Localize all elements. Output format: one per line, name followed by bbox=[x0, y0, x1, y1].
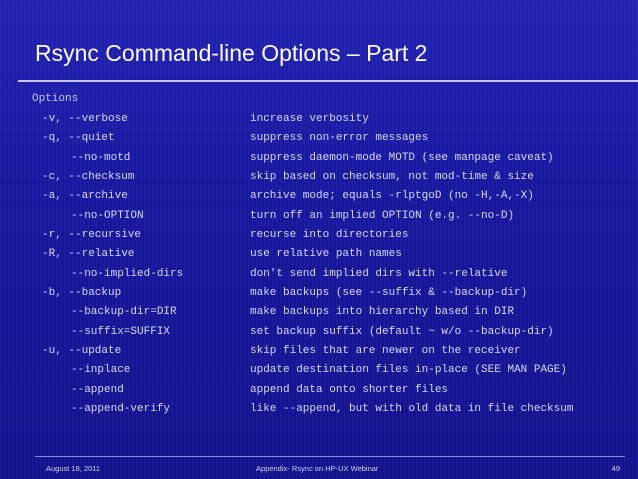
option-flag: -a, --archive bbox=[42, 190, 128, 203]
option-description: recurse into directories bbox=[250, 229, 409, 242]
option-flag: --no-implied-dirs bbox=[71, 267, 184, 280]
option-description: turn off an implied OPTION (e.g. --no-D) bbox=[250, 209, 515, 222]
option-row bbox=[0, 325, 638, 344]
option-description: make backups (see --suffix & --backup-dir) bbox=[250, 287, 528, 300]
option-description: use relative path names bbox=[250, 248, 402, 261]
option-description: append data onto shorter files bbox=[250, 383, 449, 396]
options-label: Options bbox=[32, 93, 79, 105]
option-flag: -c, --checksum bbox=[42, 171, 135, 184]
option-flag: -R, --relative bbox=[42, 248, 135, 261]
option-flag: -b, --backup bbox=[42, 287, 122, 300]
page-number: 49 bbox=[611, 464, 620, 473]
option-row bbox=[0, 189, 638, 208]
option-flag: --append bbox=[71, 383, 124, 396]
option-row bbox=[0, 267, 638, 286]
option-description: suppress non-error messages bbox=[250, 132, 429, 145]
option-flag: -u, --update bbox=[42, 345, 122, 358]
option-row bbox=[0, 402, 638, 421]
option-flag: --append-verify bbox=[71, 403, 171, 416]
option-flag: --suffix=SUFFIX bbox=[71, 325, 171, 338]
option-description: set backup suffix (default ~ w/o --backup-dir) bbox=[250, 325, 554, 338]
option-flag: --backup-dir=DIR bbox=[71, 306, 177, 319]
option-flag: -r, --recursive bbox=[42, 229, 142, 242]
option-description: suppress daemon-mode MOTD (see manpage caveat) bbox=[250, 151, 554, 164]
option-row bbox=[0, 286, 638, 305]
option-description: update destination files in-place (SEE MAN PAGE) bbox=[250, 364, 567, 377]
option-row bbox=[0, 228, 638, 247]
option-description: increase verbosity bbox=[250, 113, 369, 125]
option-description: make backups into hierarchy based in DIR bbox=[250, 306, 515, 319]
option-row bbox=[0, 209, 638, 228]
option-description: don't send implied dirs with --relative bbox=[250, 267, 508, 280]
option-row bbox=[0, 170, 638, 189]
option-flag: --inplace bbox=[71, 364, 131, 377]
option-row bbox=[0, 247, 638, 266]
option-flag: --no-motd bbox=[71, 151, 131, 164]
footer-divider bbox=[35, 456, 625, 457]
option-flag: -v, --verbose bbox=[42, 113, 128, 125]
options-list bbox=[0, 112, 638, 422]
option-description: archive mode; equals -rlptgoD (no -H,-A,-X) bbox=[250, 190, 534, 203]
option-row bbox=[0, 383, 638, 402]
footer-title: Appendix- Rsync on HP-UX Webinar bbox=[256, 464, 379, 473]
option-description: skip files that are newer on the receiver bbox=[250, 345, 521, 358]
option-description: skip based on checksum, not mod-time & size bbox=[250, 171, 534, 184]
title-divider bbox=[18, 80, 638, 82]
slide-title: Rsync Command-line Options – Part 2 bbox=[35, 40, 428, 66]
footer-date: August 18, 2011 bbox=[46, 464, 101, 473]
option-row bbox=[0, 151, 638, 170]
option-flag: -q, --quiet bbox=[42, 132, 115, 145]
option-row bbox=[0, 344, 638, 363]
option-row bbox=[0, 363, 638, 382]
option-description: like --append, but with old data in file checksum bbox=[250, 403, 574, 416]
option-row bbox=[0, 305, 638, 324]
option-row bbox=[0, 112, 638, 131]
option-flag: --no-OPTION bbox=[71, 209, 144, 222]
option-row bbox=[0, 131, 638, 150]
